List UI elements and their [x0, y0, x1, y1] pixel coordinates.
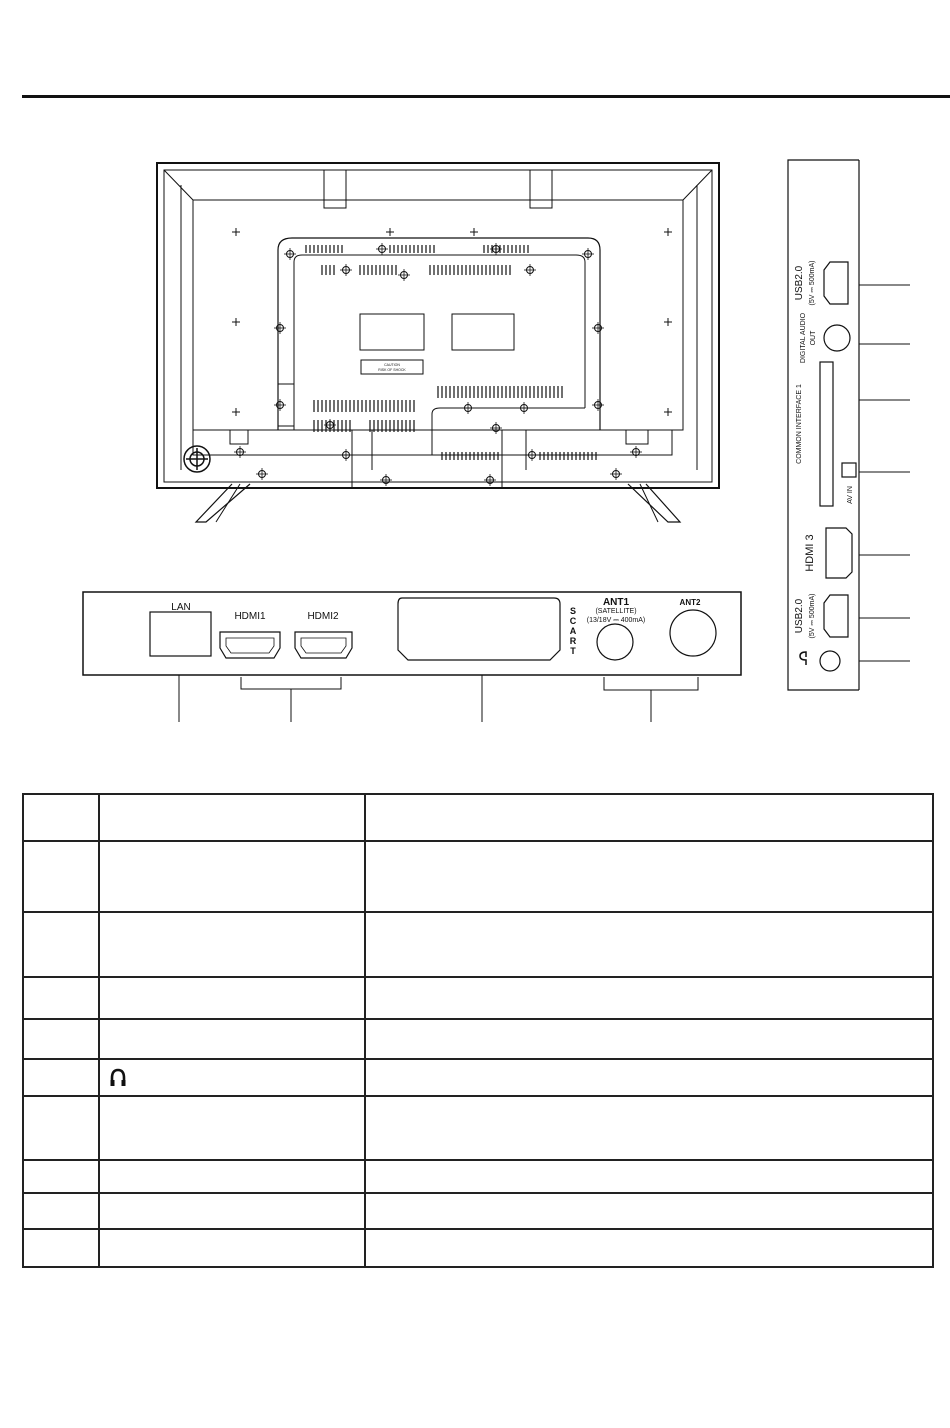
row-name-headphone: [99, 1059, 365, 1096]
hdmi2-label: HDMI2: [307, 611, 339, 622]
scart-letter-c: C: [569, 616, 577, 626]
usb-port-bottom: [824, 595, 848, 637]
row-number: [23, 1096, 99, 1160]
ant1-port: [597, 624, 633, 660]
warning-label-line1: CAUTION: [384, 363, 400, 367]
usb-bottom-label: USB2.0: [794, 598, 805, 634]
scart-letter-t: T: [570, 646, 576, 656]
row-description: [365, 794, 933, 841]
headphone-icon: [800, 652, 806, 665]
ant1-label: ANT1: [602, 597, 630, 608]
row-name: [99, 1193, 365, 1229]
digital-audio-label-2: OUT: [810, 330, 817, 346]
table-row: [23, 1059, 933, 1096]
usb-port-top: [824, 262, 848, 304]
row-description: [365, 1193, 933, 1229]
row-name: [99, 1096, 365, 1160]
table-row: [23, 1193, 933, 1229]
row-number: [23, 1193, 99, 1229]
ci-label: COMMON INTERFACE 1: [796, 384, 803, 464]
row-number: [23, 1229, 99, 1267]
row-description: [365, 912, 933, 977]
hdmi3-port: [826, 528, 852, 578]
row-number: [23, 912, 99, 977]
bottom-connector-panel: [83, 592, 741, 722]
table-row: [23, 1019, 933, 1059]
row-name: [99, 794, 365, 841]
scart-letter-a: A: [569, 626, 577, 636]
usb-top-label: USB2.0: [794, 265, 805, 301]
hdmi1-port: [220, 632, 280, 658]
table-row: [23, 841, 933, 912]
row-description: [365, 1096, 933, 1160]
scart-letter-s: S: [569, 606, 577, 616]
connection-table: [22, 793, 934, 1268]
row-description: [365, 977, 933, 1019]
tv-rear-view: [157, 163, 719, 522]
row-description: [365, 1160, 933, 1193]
warning-label-line2: RISK OF SHOCK: [378, 368, 406, 372]
ant1-rating: (13/18V ⎓ 400mA): [586, 617, 646, 624]
table-row: [23, 1229, 933, 1267]
row-name: [99, 1019, 365, 1059]
av-in-label: AV IN: [847, 486, 854, 504]
ant1-sub-label: (SATELLITE): [595, 608, 637, 615]
av-in-port: [842, 463, 856, 477]
row-number: [23, 794, 99, 841]
row-description: [365, 1229, 933, 1267]
scart-letter-r: R: [569, 636, 577, 646]
ant2-label: ANT2: [679, 598, 701, 607]
row-name: [99, 1229, 365, 1267]
row-number: [23, 841, 99, 912]
hdmi1-label: HDMI1: [234, 611, 266, 622]
usb-bottom-rating: (5V ⎓ 500mA): [809, 593, 816, 639]
row-name: [99, 841, 365, 912]
row-description: [365, 1019, 933, 1059]
row-number: [23, 1019, 99, 1059]
table-row: [23, 1160, 933, 1193]
digital-audio-label-1: DIGITAL AUDIO: [800, 312, 807, 364]
usb-top-rating: (5V ⎓ 500mA): [809, 260, 816, 306]
row-description: [365, 1059, 933, 1096]
lan-label: LAN: [171, 602, 191, 613]
ci-slot: [820, 362, 833, 506]
row-number: [23, 977, 99, 1019]
table-row: [23, 794, 933, 841]
ant2-port: [670, 610, 716, 656]
row-name: [99, 1160, 365, 1193]
table-row: [23, 977, 933, 1019]
row-name: [99, 912, 365, 977]
row-description: [365, 841, 933, 912]
scart-port: [398, 598, 560, 660]
row-number: [23, 1059, 99, 1096]
lan-port: [150, 612, 211, 656]
row-number: [23, 1160, 99, 1193]
headphone-icon: [108, 1067, 128, 1089]
table-row: [23, 1096, 933, 1160]
optical-port: [824, 325, 850, 351]
row-name: [99, 977, 365, 1019]
side-connector-panel: [788, 160, 910, 690]
hdmi2-port: [295, 632, 352, 658]
headphone-jack: [820, 651, 840, 671]
table-row: [23, 912, 933, 977]
hdmi3-label: HDMI 3: [804, 534, 816, 572]
